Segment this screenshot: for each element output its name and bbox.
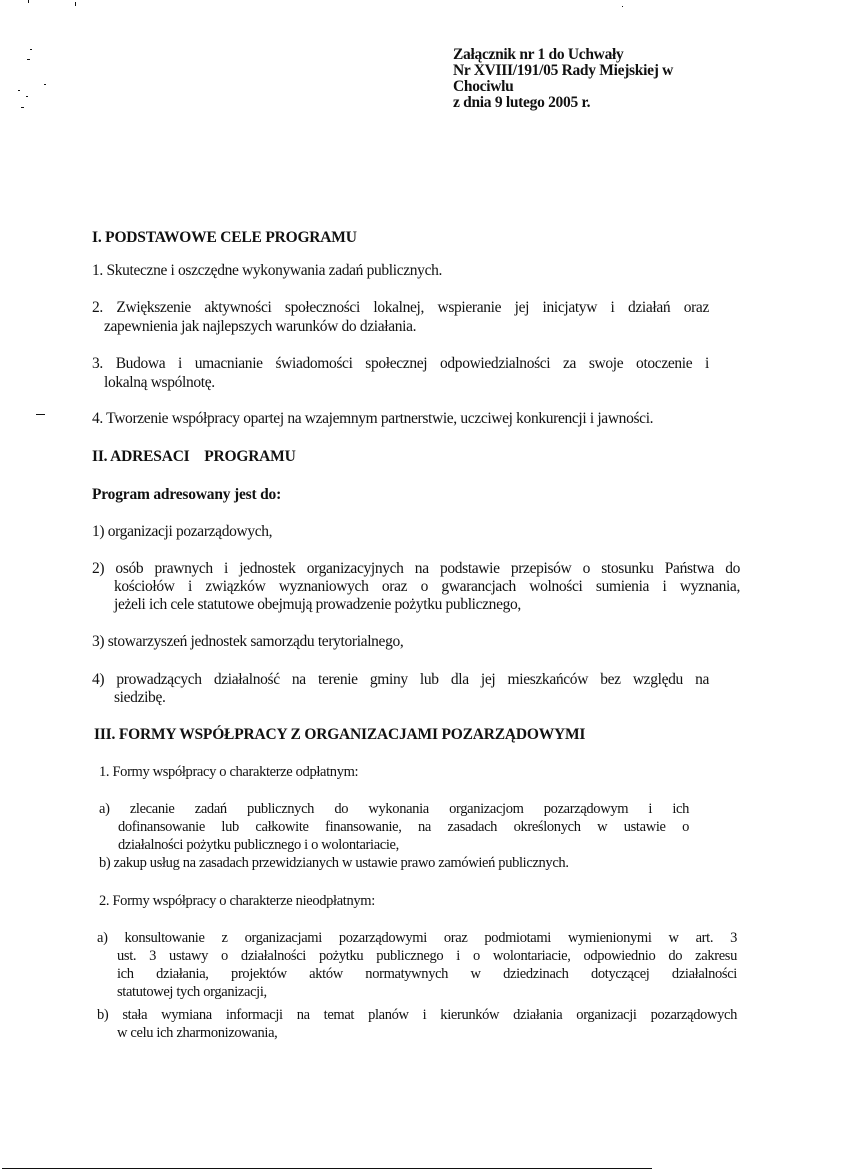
list-item-line: działalności pożytku publicznego i o wolontariacie, (118, 837, 399, 853)
list-item-line: b) stała wymiana informacji na temat planów i kierunków działania organizacji pozarządowych (97, 1007, 737, 1023)
list-item: 1) organizacji pozarządowych, (92, 523, 273, 540)
list-item-line: a) konsultowanie z organizacjami pozarządowymi oraz podmiotami wymienionymi w art. 3 (97, 930, 737, 946)
list-item (92, 299, 709, 317)
list-item (92, 560, 740, 578)
list-item-line: zapewnienia jak najlepszych warunków do działania. (104, 318, 417, 335)
list-item-line-wrap (118, 819, 689, 836)
list-item (99, 801, 689, 818)
list-item-line: 3. Budowa i umacnianie świadomości społecznej odpowiedzialności za swoje otoczenie i (92, 355, 709, 372)
list-item-line: a) zlecanie zadań publicznych do wykonania organizacjom pozarządowym i ich (99, 801, 689, 817)
group-title: 1. Formy współpracy o charakterze odpłatnym: (99, 764, 359, 780)
list-item-line: 2) osób prawnych i jednostek organizacyjnych na podstawie przepisów o stosunku Państwa do (92, 560, 740, 577)
list-item: 4. Tworzenie współpracy opartej na wzajemnym partnerstwie, uczciwej konkurencji i jawności. (92, 410, 654, 427)
document-header (453, 47, 673, 111)
scan-speck (21, 107, 24, 108)
list-item (92, 355, 709, 373)
scan-speck (28, 0, 29, 3)
header-line: Nr XVIII/191/05 Rady Miejskiej w (453, 62, 674, 79)
scan-speck (27, 59, 30, 60)
list-item-line: statutowej tych organizacji, (117, 984, 267, 1000)
section-heading: II. ADRESACI PROGRAMU (92, 448, 296, 465)
section-heading: I. PODSTAWOWE CELE PROGRAMU (92, 229, 357, 246)
scan-speck (30, 49, 32, 50)
scan-edge-line (2, 1168, 652, 1169)
list-item-line: ust. 3 ustawy o działalności pożytku publicznego i o wolontariacie, odpowiednio do zakresu (117, 948, 737, 964)
list-item: 1. Skuteczne i oszczędne wykonywania zadań publicznych. (92, 262, 443, 279)
header-line: Załącznik nr 1 do Uchwały (453, 46, 624, 63)
list-item: b) zakup usług na zasadach przewidzianych w ustawie prawo zamówień publicznych. (99, 855, 569, 871)
list-item-line: lokalną wspólnotę. (104, 374, 215, 391)
scan-speck (622, 6, 623, 7)
list-item-line: w celu ich zharmonizowania, (117, 1025, 278, 1041)
header-line: z dnia 9 lutego 2005 r. (453, 94, 591, 111)
list-item-line-wrap (117, 948, 737, 965)
scan-speck (18, 90, 20, 91)
list-item-line: 4) prowadzących działalność na terenie gminy lub dla jej mieszkańców bez względu na (92, 671, 709, 688)
list-item (97, 1007, 737, 1024)
header-line: Chociwlu (453, 78, 514, 95)
list-item-line-wrap (117, 966, 737, 983)
list-item (97, 930, 737, 947)
group-title: 2. Formy współpracy o charakterze nieodpłatnym: (99, 893, 375, 909)
section-heading: III. FORMY WSPÓŁPRACY Z ORGANIZACJAMI POZARZĄDOWYMI (94, 726, 586, 743)
list-item-line: ich działania, projektów aktów normatywnych w dziedzinach dotyczącej działalności (117, 966, 737, 982)
scan-speck (26, 96, 28, 97)
scan-speck (44, 84, 46, 85)
list-item-line: kościołów i związków wyznaniowych oraz o gwarancjach wolności sumienia i wyznania, (114, 578, 740, 595)
list-item: 3) stowarzyszeń jednostek samorządu terytorialnego, (92, 633, 404, 650)
list-item-line-wrap (114, 578, 740, 596)
list-item-line: dofinansowanie lub całkowite finansowanie, na zasadach określonych w ustawie o (118, 819, 689, 835)
list-item-line: 2. Zwiększenie aktywności społeczności lokalnej, wspieranie jej inicjatyw i działań oraz (92, 299, 709, 316)
list-item (92, 671, 709, 689)
section-subheading: Program adresowany jest do: (92, 486, 282, 503)
scan-speck (75, 2, 76, 6)
list-item-line: jeżeli ich cele statutowe obejmują prowadzenie pożytku publicznego, (114, 596, 521, 613)
scan-speck (36, 414, 45, 415)
list-item-line: siedzibę. (114, 689, 166, 706)
